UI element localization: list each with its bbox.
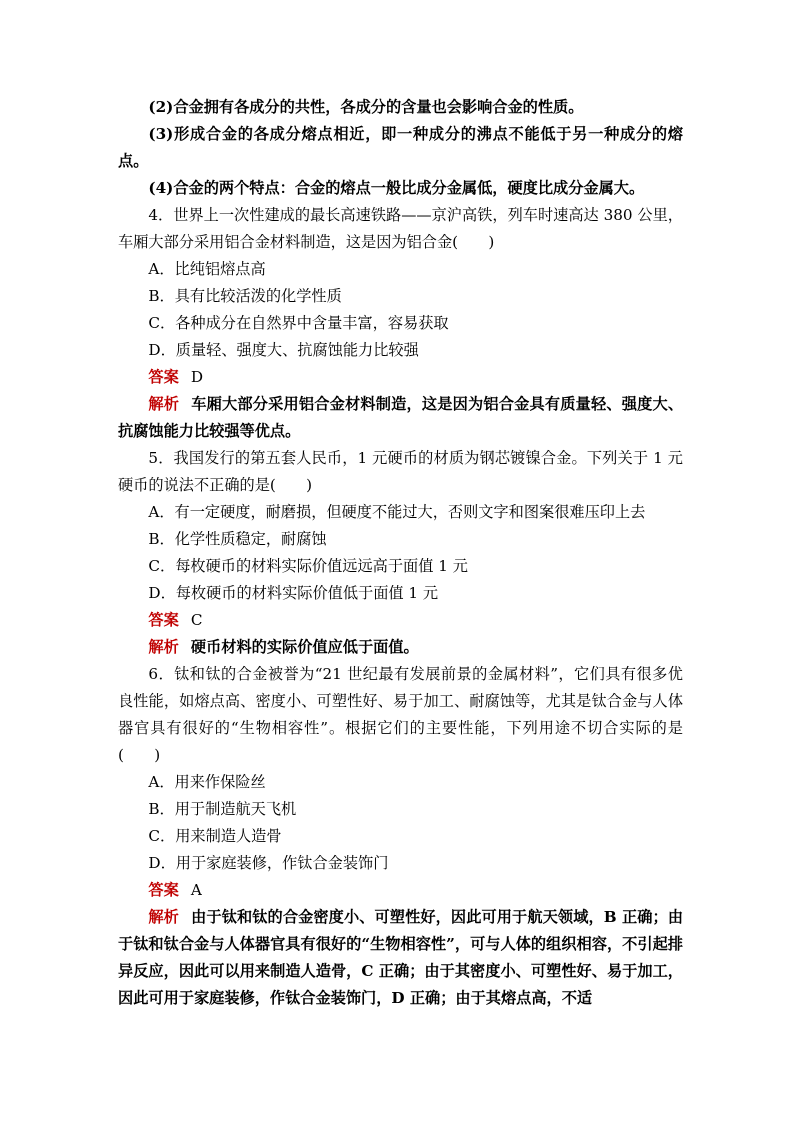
answer-value: A: [190, 881, 202, 899]
analysis-text: 硬币材料的实际价值应低于面值。: [190, 638, 419, 656]
question-6-option-b: B．用于制造航天飞机: [148, 800, 297, 818]
question-4-stem: 4．世界上一次性建成的最长高速铁路——京沪高铁，列车时速高达 380 公里，车厢大部分采用铝合金材料制造，这是因为铝合金( ): [118, 206, 683, 251]
analysis-text: 车厢大部分采用铝合金材料制造，这是因为铝合金具有质量轻、强度大、抗腐蚀能力比较强等优点。: [118, 395, 684, 440]
analysis-label: 解析: [148, 638, 179, 656]
question-6-answer: [118, 877, 683, 904]
question-4-option-d: D．质量轻、强度大、抗腐蚀能力比较强: [148, 341, 419, 359]
question-6-analysis: [118, 904, 683, 1012]
question-5-option-c: C．每枚硬币的材料实际价值远远高于面值 1 元: [148, 557, 468, 575]
analysis-label: 解析: [148, 395, 180, 413]
question-5-analysis: [118, 634, 683, 661]
question-4-answer: [118, 364, 683, 391]
question-4-option-c: C．各种成分在自然界中含量丰富，容易获取: [148, 314, 449, 332]
question-5-answer: [118, 607, 683, 634]
answer-value: C: [190, 611, 203, 629]
document-page: [118, 94, 683, 1012]
question-4-option-b: B．具有比较活泼的化学性质: [148, 287, 342, 305]
analysis-text: 由于钛和钛的合金密度小、可塑性好，因此可用于航天领域，B 正确；由于钛和钛合金与人体器官具有很好的“生物相容性”，可与人体的组织相容，不引起排异反应，因此可以用来制造人造骨，C 正确；由于其密度小、可塑性好、易于加工，因此可用于家庭装修，作钛合金装饰门，D 正确；由于其熔点高，不适: [118, 908, 684, 1007]
analysis-label: 解析: [148, 908, 179, 926]
question-6-stem: 6．钛和钛的合金被誉为“21 世纪最有发展前景的金属材料”，它们具有很多优良性能，如熔点高、密度小、可塑性好、易于加工、耐腐蚀等，尤其是钛合金与人体器官具有很好的“生物相容性”。根据它们的主要性能，下列用途不切合实际的是( ): [118, 665, 683, 764]
note-4: (4)合金的两个特点：合金的熔点一般比成分金属低，硬度比成分金属大。: [148, 179, 645, 197]
question-4-option-a: A．比纯铝熔点高: [148, 260, 266, 278]
answer-label: 答案: [148, 881, 179, 899]
question-5-option-b: B．化学性质稳定，耐腐蚀: [148, 530, 327, 548]
question-5-option-a: A．有一定硬度，耐磨损，但硬度不能过大，否则文字和图案很难压印上去: [148, 503, 646, 521]
answer-label: 答案: [148, 611, 179, 629]
question-6-option-c: C．用来制造人造骨: [148, 827, 282, 845]
note-2: (2)合金拥有各成分的共性，各成分的含量也会影响合金的性质。: [148, 98, 584, 116]
note-3: (3)形成合金的各成分熔点相近，即一种成分的沸点不能低于另一种成分的熔点。: [118, 125, 683, 170]
answer-value: D: [190, 368, 204, 386]
question-6-option-a: A．用来作保险丝: [148, 773, 266, 791]
answer-label: 答案: [148, 368, 179, 386]
question-5-option-d: D．每枚硬币的材料实际价值低于面值 1 元: [148, 584, 439, 602]
question-4-analysis: [118, 391, 683, 445]
question-5-stem: 5．我国发行的第五套人民币，1 元硬币的材质为钢芯镀镍合金。下列关于 1 元硬币的说法不正确的是( ): [118, 449, 683, 494]
question-6-option-d: D．用于家庭装修，作钛合金装饰门: [148, 854, 389, 872]
